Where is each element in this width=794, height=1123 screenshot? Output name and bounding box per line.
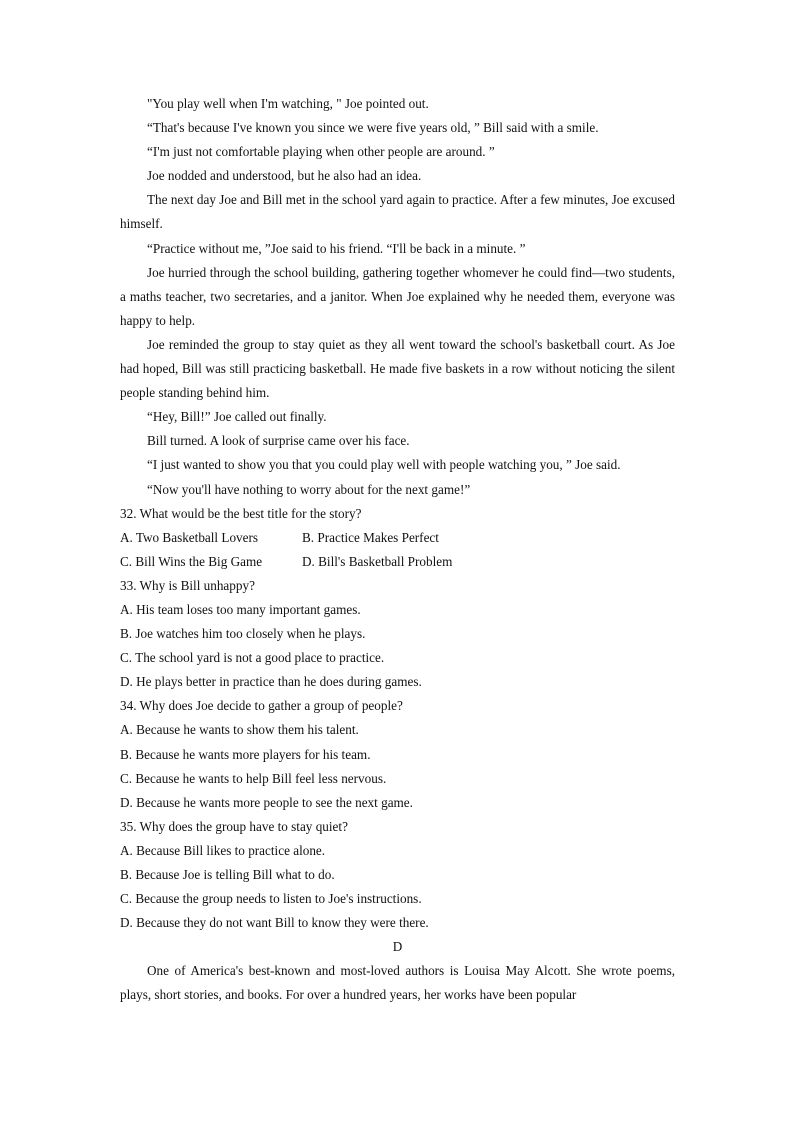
option-b: B. Because he wants more players for his team. bbox=[120, 746, 371, 762]
story-paragraph: Joe nodded and understood, but he also had an idea. bbox=[147, 168, 422, 184]
option-a: A. Two Basketball Lovers bbox=[120, 529, 259, 545]
story-paragraph: "You play well when I'm watching, " Joe pointed out. bbox=[147, 96, 429, 111]
question-32: 32. What would be the best title for the story? bbox=[120, 505, 362, 521]
option-c: C. Because he wants to help Bill feel less nervous. bbox=[120, 770, 387, 786]
question-34: 34. Why does Joe decide to gather a group of people? bbox=[120, 698, 403, 714]
option-a: A. Because Bill likes to practice alone. bbox=[120, 842, 326, 858]
story-paragraph: “Now you'll have nothing to worry about for the next game!” bbox=[147, 481, 471, 497]
option-b: B. Because Joe is telling Bill what to do. bbox=[120, 867, 335, 882]
story-paragraph: “Hey, Bill!” Joe called out finally. bbox=[147, 409, 327, 425]
section-heading: D bbox=[392, 939, 403, 955]
option-b: B. Joe watches him too closely when he plays. bbox=[120, 626, 366, 642]
story-paragraph: “That's because I've known you since we were five years old, ” Bill said with a smile. bbox=[147, 120, 599, 136]
option-c: C. Bill Wins the Big Game bbox=[120, 553, 263, 569]
option-d: D. Because he wants more people to see the next game. bbox=[120, 794, 413, 810]
option-d: D. Bill's Basketball Problem bbox=[302, 553, 453, 569]
story-paragraph: Joe hurried through the school building, gathering together whomever he could find—two students, a maths teacher, two secretaries, and a janitor. When Joe explained why he needed them, everyone was happy to help. bbox=[120, 264, 675, 328]
story-paragraph: Joe reminded the group to stay quiet as they all went toward the school's basketball court. As Joe had hoped, Bill was still practicing basketball. He made five baskets in a row without noticing the silent people standing behind him. bbox=[120, 336, 675, 401]
option-a: A. Because he wants to show them his talent. bbox=[120, 722, 359, 738]
document-page bbox=[120, 92, 675, 1008]
option-c: C. The school yard is not a good place to practice. bbox=[120, 650, 385, 666]
passage-d-paragraph: One of America's best-known and most-loved authors is Louisa May Alcott. She wrote poems, plays, short stories, and books. For over a hundred years, her works have been popular bbox=[120, 963, 675, 1003]
question-35: 35. Why does the group have to stay quiet? bbox=[120, 818, 348, 834]
option-a: A. His team loses too many important games. bbox=[120, 601, 361, 617]
option-c: C. Because the group needs to listen to Joe's instructions. bbox=[120, 891, 422, 907]
question-32-options-row-1 bbox=[120, 526, 675, 550]
option-d: D. Because they do not want Bill to know they were there. bbox=[120, 915, 429, 931]
story-paragraph: “Practice without me, ”Joe said to his friend. “I'll be back in a minute. ” bbox=[147, 240, 526, 256]
option-d: D. He plays better in practice than he does during games. bbox=[120, 674, 422, 690]
option-b: B. Practice Makes Perfect bbox=[302, 529, 439, 545]
story-paragraph: “I'm just not comfortable playing when other people are around. ” bbox=[147, 144, 495, 160]
story-paragraph: Bill turned. A look of surprise came over his face. bbox=[147, 433, 410, 449]
question-32-options-row-2 bbox=[120, 550, 675, 574]
story-paragraph: “I just wanted to show you that you could play well with people watching you, ” Joe said. bbox=[147, 457, 621, 473]
story-paragraph: The next day Joe and Bill met in the school yard again to practice. After a few minutes, Joe excused himself. bbox=[120, 192, 675, 232]
question-33: 33. Why is Bill unhappy? bbox=[120, 577, 255, 593]
